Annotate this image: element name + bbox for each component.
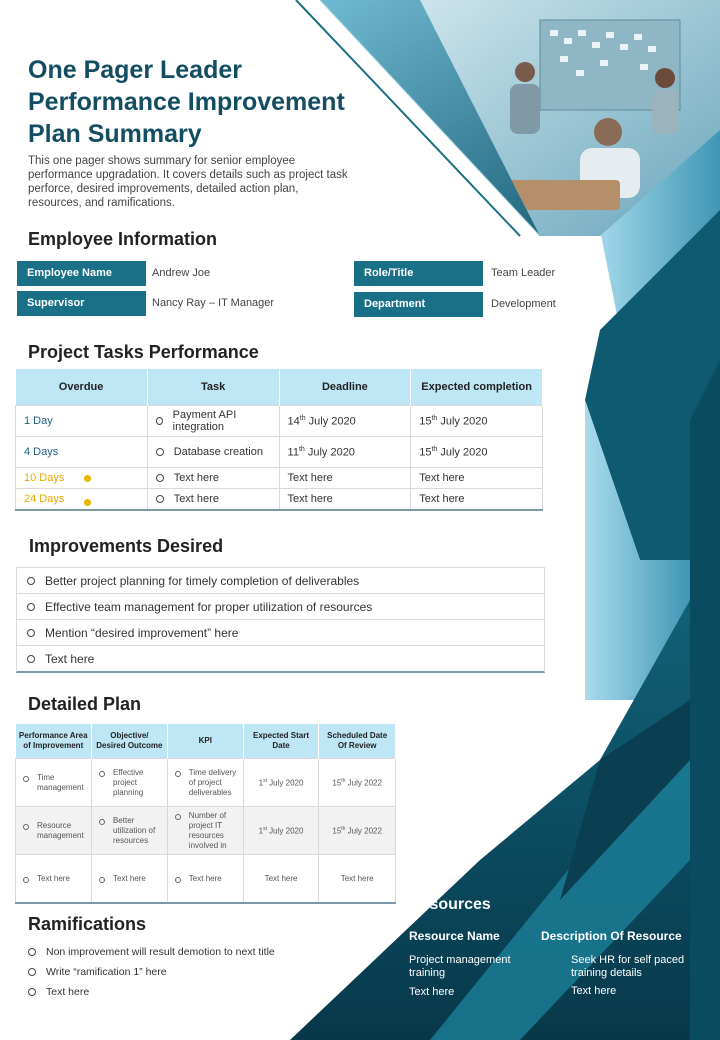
column-header-objective: Objective/ Desired Outcome — [91, 724, 167, 759]
bullet-icon — [175, 771, 181, 777]
kpi-cell: Text here — [167, 855, 243, 904]
intro-text: This one pager shows summary for senior employee performance upgradation. It covers details such as project task perforce, desired improvements, detailed action plan, resources, and ramifications. — [28, 155, 348, 209]
ramifications-list — [28, 942, 328, 1002]
improvements-list — [16, 567, 545, 673]
warning-dot-icon — [84, 499, 91, 506]
kpi-cell: Number of project IT resources involved in — [167, 807, 243, 855]
bullet-icon — [23, 877, 29, 883]
task-cell — [147, 406, 279, 437]
resource-description-cell: Text here — [571, 985, 617, 997]
project-tasks-table — [15, 369, 543, 511]
bullet-icon — [28, 948, 36, 956]
department-label: Department — [354, 292, 483, 317]
detailed-plan-table — [15, 724, 396, 904]
column-header-task: Task — [147, 369, 279, 406]
objective-cell: Effective project planning — [91, 759, 167, 807]
resource-name-header: Resource Name — [409, 929, 500, 943]
bullet-icon — [156, 417, 163, 425]
column-header-overdue: Overdue — [16, 369, 148, 406]
list-item: Effective team management for proper utilization of resources — [17, 594, 544, 620]
improvements-heading: Improvements Desired — [29, 536, 224, 556]
expected-cell: 15th July 2020 — [411, 406, 543, 437]
list-item: Text here — [17, 646, 544, 671]
resource-description-header: Description Of Resource — [541, 929, 682, 943]
list-item: Better project planning for timely completion of deliverables — [17, 568, 544, 594]
bullet-icon — [99, 771, 105, 777]
bullet-icon — [27, 629, 35, 637]
list-item: Write “ramification 1” here — [28, 962, 328, 982]
review-date-cell: 15th July 2022 — [319, 807, 396, 855]
department-value: Development — [491, 298, 556, 310]
warning-dot-icon — [84, 475, 91, 482]
bullet-icon — [156, 474, 164, 482]
resources-heading: Resources — [409, 896, 491, 913]
overdue-cell: 10 Days — [16, 468, 148, 489]
deadline-cell: Text here — [279, 489, 411, 511]
deadline-cell: Text here — [279, 468, 411, 489]
bullet-icon — [27, 655, 35, 663]
resource-name-cell: Project management training — [409, 954, 511, 979]
list-item: Non improvement will result demotion to next title — [28, 942, 328, 962]
task-text: Text here — [173, 493, 219, 505]
table-row — [16, 855, 396, 904]
supervisor-label: Supervisor — [17, 291, 146, 316]
column-header-expected: Expected completion — [411, 369, 543, 406]
task-cell — [147, 437, 279, 468]
review-date-cell: Text here — [319, 855, 396, 904]
bullet-icon — [175, 877, 181, 883]
review-date-cell: 15th July 2022 — [319, 759, 396, 807]
column-header-review-date: Scheduled Date Of Review — [319, 724, 396, 759]
area-cell: Time management — [16, 759, 92, 807]
overdue-cell: 24 Days — [16, 489, 148, 511]
role-title-value: Team Leader — [491, 267, 556, 279]
table-row — [16, 468, 543, 489]
ramifications-heading: Ramifications — [28, 914, 147, 934]
task-cell — [147, 468, 279, 489]
table-row — [16, 489, 543, 511]
column-header-area: Performance Area of Improvement — [16, 724, 92, 759]
detailed-plan-heading: Detailed Plan — [28, 694, 142, 714]
overdue-cell: 4 Days — [16, 437, 148, 468]
bullet-icon — [175, 814, 181, 820]
overdue-cell: 1 Day — [16, 406, 148, 437]
bullet-icon — [28, 968, 36, 976]
column-header-deadline: Deadline — [279, 369, 411, 406]
start-date-cell: 1st July 2020 — [243, 759, 319, 807]
bullet-icon — [28, 988, 36, 996]
resource-description-cell: Seek HR for self paced training details — [571, 954, 685, 979]
supervisor-value: Nancy Ray – IT Manager — [152, 297, 275, 309]
employee-info-heading: Employee Information — [28, 229, 218, 249]
task-text: Payment API integration — [172, 409, 237, 433]
start-date-cell: Text here — [243, 855, 319, 904]
list-item: Mention “desired improvement” here — [17, 620, 544, 646]
team-meeting-photo — [400, 0, 720, 236]
table-row — [16, 406, 543, 437]
table-row — [16, 807, 396, 855]
task-text: Text here — [173, 472, 219, 484]
column-header-kpi: KPI — [167, 724, 243, 759]
expected-cell: Text here — [411, 468, 543, 489]
role-title-label: Role/Title — [354, 261, 483, 286]
bullet-icon — [23, 824, 29, 830]
bullet-icon — [156, 448, 164, 456]
employee-name-value: Andrew Joe — [152, 267, 211, 279]
area-cell: Resource management — [16, 807, 92, 855]
bullet-icon — [23, 776, 29, 782]
task-cell — [147, 489, 279, 511]
task-text: Database creation — [173, 446, 263, 458]
start-date-cell: 1st July 2020 — [243, 807, 319, 855]
table-row — [16, 759, 396, 807]
employee-name-label: Employee Name — [17, 261, 146, 286]
bullet-icon — [27, 603, 35, 611]
page-title: One Pager Leader Performance Improvement Plan Summary — [28, 56, 345, 148]
resource-name-cell: Text here — [409, 986, 455, 998]
area-cell: Text here — [16, 855, 92, 904]
bullet-icon — [156, 495, 164, 503]
deadline-cell: 11th July 2020 — [279, 437, 411, 468]
column-header-start-date: Expected Start Date — [243, 724, 319, 759]
list-item: Text here — [28, 982, 328, 1002]
expected-cell: 15th July 2020 — [411, 437, 543, 468]
kpi-cell: Time delivery of project deliverables — [167, 759, 243, 807]
bullet-icon — [99, 819, 105, 825]
bullet-icon — [99, 877, 105, 883]
expected-cell: Text here — [411, 489, 543, 511]
bullet-icon — [27, 577, 35, 585]
objective-cell: Better utilization of resources — [91, 807, 167, 855]
objective-cell: Text here — [91, 855, 167, 904]
deadline-cell: 14th July 2020 — [279, 406, 411, 437]
table-row — [16, 437, 543, 468]
project-tasks-heading: Project Tasks Performance — [28, 342, 259, 362]
